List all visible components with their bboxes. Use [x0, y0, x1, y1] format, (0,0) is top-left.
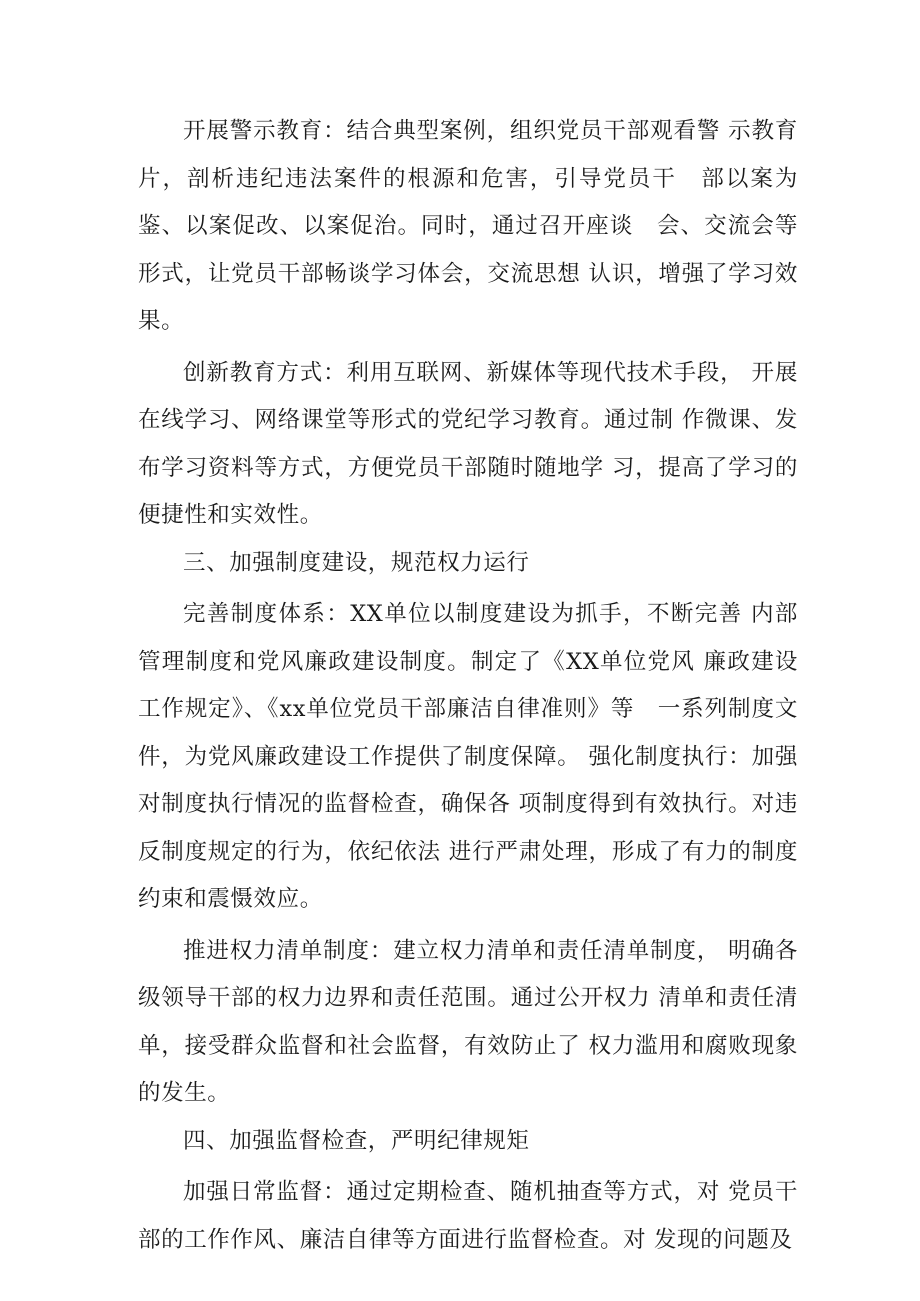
paragraph-power-list: 推进权力清单制度：建立权力清单和责任清单制度， 明确各级领导干部的权力边界和责任范围。通过公开权力 清单和责任清单，接受群众监督和社会监督，有效防止了 权力滥用和腐败现象的发生。: [138, 937, 798, 1106]
document-body: [138, 108, 798, 1264]
paragraph-daily-supervision: 加强日常监督：通过定期检查、随机抽查等方式，对 党员干部的工作作风、廉洁自律等方面进行监督检查。对 发现的问题及: [138, 1179, 798, 1253]
paragraph-innovative-education: 创新教育方式：利用互联网、新媒体等现代技术手段， 开展在线学习、网络课堂等形式的党纪学习教育。通过制 作微课、发布学习资料等方式，方便党员干部随时随地学 习，提高了学习的便捷性和实效性。: [138, 359, 798, 528]
section-heading-four: 四、加强监督检查，严明纪律规矩: [183, 1127, 530, 1154]
section-heading-three: 三、加强制度建设，规范权力运行: [183, 549, 530, 576]
paragraph-warning-education: 开展警示教育：结合典型案例，组织党员干部观看警 示教育片，剖析违纪违法案件的根源和危害，引导党员干 部以案为鉴、以案促改、以案促治。同时，通过召开座谈 会、交流会等形式，让党员干部畅谈学习体会，交流思想 认识，增强了学习效果。: [138, 118, 798, 334]
paragraph-institution-system: 完善制度体系：XX单位以制度建设为抓手，不断完善 内部管理制度和党风廉政建设制度。制定了《XX单位党风 廉政建设工作规定》、《xx单位党员干部廉洁自律准则》等 一系列制度文件，为党风廉政建设工作提供了制度保障。 强化制度执行：加强对制度执行情况的监督检查，确保各 项制度得到有效执行。对违反制度规定的行为，依纪依法 进行严肃处理，形成了有力的制度约束和震慑效应。: [138, 601, 798, 912]
